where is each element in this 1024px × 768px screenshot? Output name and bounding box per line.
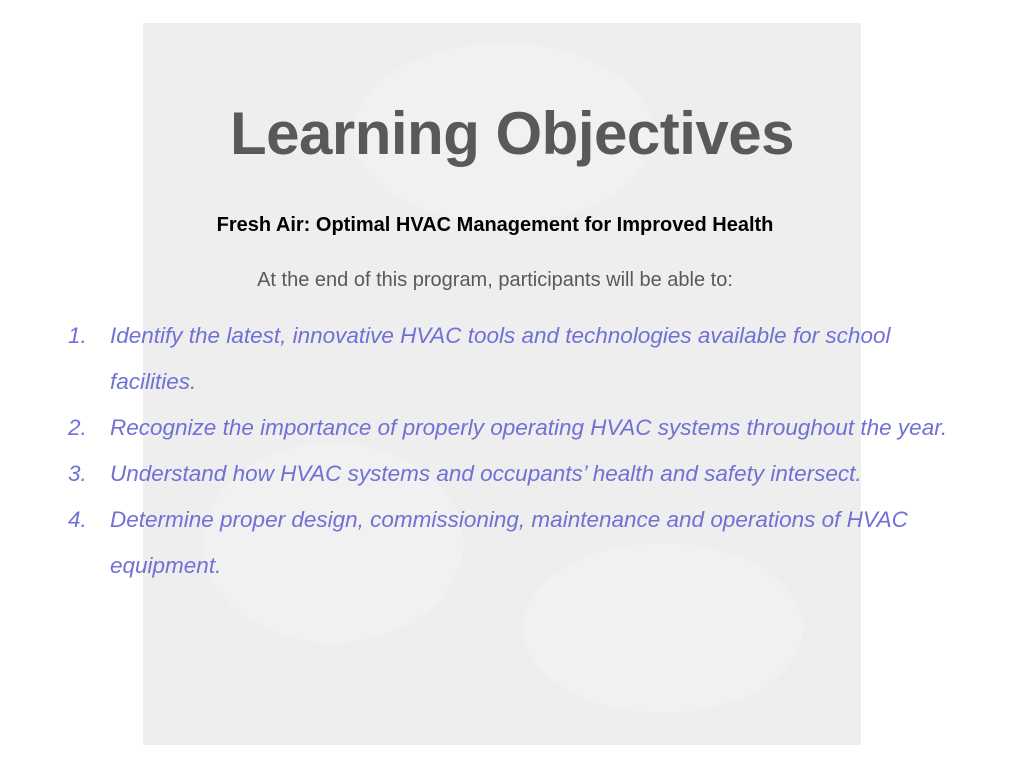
objective-text: Recognize the importance of properly operating HVAC systems throughout the year. — [110, 415, 948, 440]
objective-item — [68, 405, 973, 451]
objective-text: Identify the latest, innovative HVAC tools and technologies available for school facilities. — [110, 323, 891, 394]
objective-number: 4. — [68, 507, 87, 532]
objective-number: 2. — [68, 415, 87, 440]
objective-item — [68, 497, 973, 589]
objective-item — [68, 451, 973, 497]
objective-text: Determine proper design, commissioning, maintenance and operations of HVAC equipment. — [110, 507, 908, 578]
objectives-list — [68, 313, 973, 589]
objective-number: 1. — [68, 323, 87, 348]
objective-item — [68, 313, 973, 405]
objective-text: Understand how HVAC systems and occupants’ health and safety intersect. — [110, 461, 862, 486]
intro-text: At the end of this program, participants will be able to: — [257, 269, 733, 291]
slide-title: Learning Objectives — [229, 100, 794, 167]
program-subtitle: Fresh Air: Optimal HVAC Management for Improved Health — [216, 214, 774, 236]
objective-number: 3. — [68, 461, 87, 486]
